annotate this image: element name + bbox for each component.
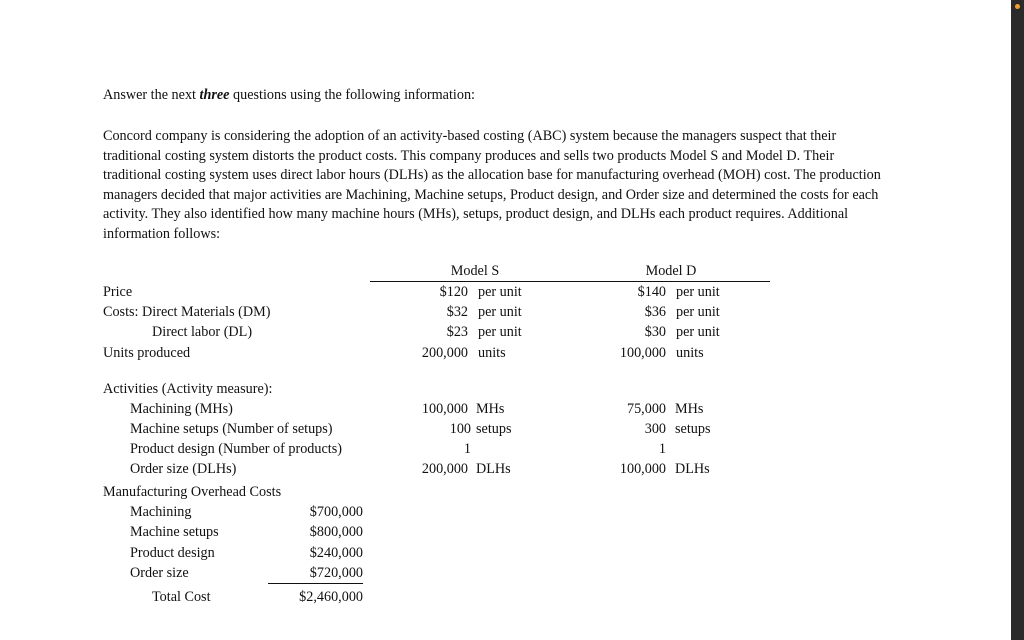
moh-label-machining: Machining <box>130 504 192 520</box>
order-s-unit: DLHs <box>476 461 511 477</box>
moh-value-setups: $800,000 <box>309 524 363 540</box>
row-label-units-produced: Units produced <box>103 345 191 361</box>
dm-s-value: $32 <box>446 304 468 320</box>
intro-suffix: questions using the following information: <box>233 87 475 103</box>
moh-value-order-size: $720,000 <box>268 565 363 584</box>
order-d-unit: DLHs <box>675 461 710 477</box>
setups-s-value: 100 <box>449 421 471 437</box>
machining-d-unit: MHs <box>675 401 704 417</box>
scrollbar[interactable] <box>1011 0 1024 640</box>
moh-title: Manufacturing Overhead Costs <box>103 484 282 500</box>
moh-total-value: $2,460,000 <box>299 589 363 605</box>
activity-label-machining: Machining (MHs) <box>130 401 233 417</box>
design-d-value: 1 <box>658 441 666 457</box>
price-s-unit: per unit <box>478 284 522 300</box>
moh-label-setups: Machine setups <box>130 524 219 540</box>
activities-title: Activities (Activity measure): <box>103 381 273 397</box>
dl-d-unit: per unit <box>676 324 720 340</box>
moh-label-order-size: Order size <box>130 565 189 581</box>
problem-paragraph: Concord company is considering the adoption of an activity-based costing (ABC) system because the managers suspect that their traditional costing system distorts the product costs. This company produces and sells two products Model S and Model D. Their traditional costing system uses direct labor hours (DLHs) as the allocation base for manufacturing overhead (MOH) cost. The production managers decided that major activities are Machining, Machine setups, Product design, and Order size and determined the costs for each activity. They also identified how many machine hours (MHs), setups, product design, and DLHs each product requires. Additional information follows: <box>103 128 881 242</box>
dl-s-unit: per unit <box>478 324 522 340</box>
moh-value-product-design: $240,000 <box>309 545 363 561</box>
units-s-unit: units <box>478 345 506 361</box>
units-d-unit: units <box>676 345 704 361</box>
dl-s-value: $23 <box>446 324 468 340</box>
intro-line <box>103 87 475 104</box>
activity-label-product-design: Product design (Number of products) <box>130 441 342 457</box>
order-s-value: 200,000 <box>421 461 468 477</box>
activity-label-setups: Machine setups (Number of setups) <box>130 421 333 437</box>
dm-d-value: $36 <box>644 304 666 320</box>
model-s-header: Model S <box>370 263 580 282</box>
row-label-price: Price <box>103 284 133 300</box>
machining-s-unit: MHs <box>476 401 505 417</box>
dm-s-unit: per unit <box>478 304 522 320</box>
dm-d-unit: per unit <box>676 304 720 320</box>
scroll-indicator-icon <box>1015 4 1020 9</box>
machining-s-value: 100,000 <box>421 401 468 417</box>
moh-total-label: Total Cost <box>152 589 211 605</box>
price-d-value: $140 <box>637 284 666 300</box>
order-d-value: 100,000 <box>619 461 666 477</box>
moh-label-product-design: Product design <box>130 545 215 561</box>
price-s-value: $120 <box>439 284 468 300</box>
intro-emphasis: three <box>199 87 230 103</box>
row-label-direct-labor: Direct labor (DL) <box>152 324 253 340</box>
model-d-header: Model D <box>572 263 770 282</box>
units-d-value: 100,000 <box>619 345 666 361</box>
units-s-value: 200,000 <box>421 345 468 361</box>
setups-d-value: 300 <box>644 421 666 437</box>
activity-label-order-size: Order size (DLHs) <box>130 461 237 477</box>
setups-s-unit: setups <box>476 421 512 437</box>
machining-d-value: 75,000 <box>626 401 666 417</box>
price-d-unit: per unit <box>676 284 720 300</box>
setups-d-unit: setups <box>675 421 711 437</box>
dl-d-value: $30 <box>644 324 666 340</box>
intro-prefix: Answer the next <box>103 87 196 103</box>
row-label-direct-materials: Costs: Direct Materials (DM) <box>103 304 271 320</box>
cut-off-next-line <box>88 632 648 640</box>
design-s-value: 1 <box>463 441 471 457</box>
moh-value-machining: $700,000 <box>309 504 363 520</box>
